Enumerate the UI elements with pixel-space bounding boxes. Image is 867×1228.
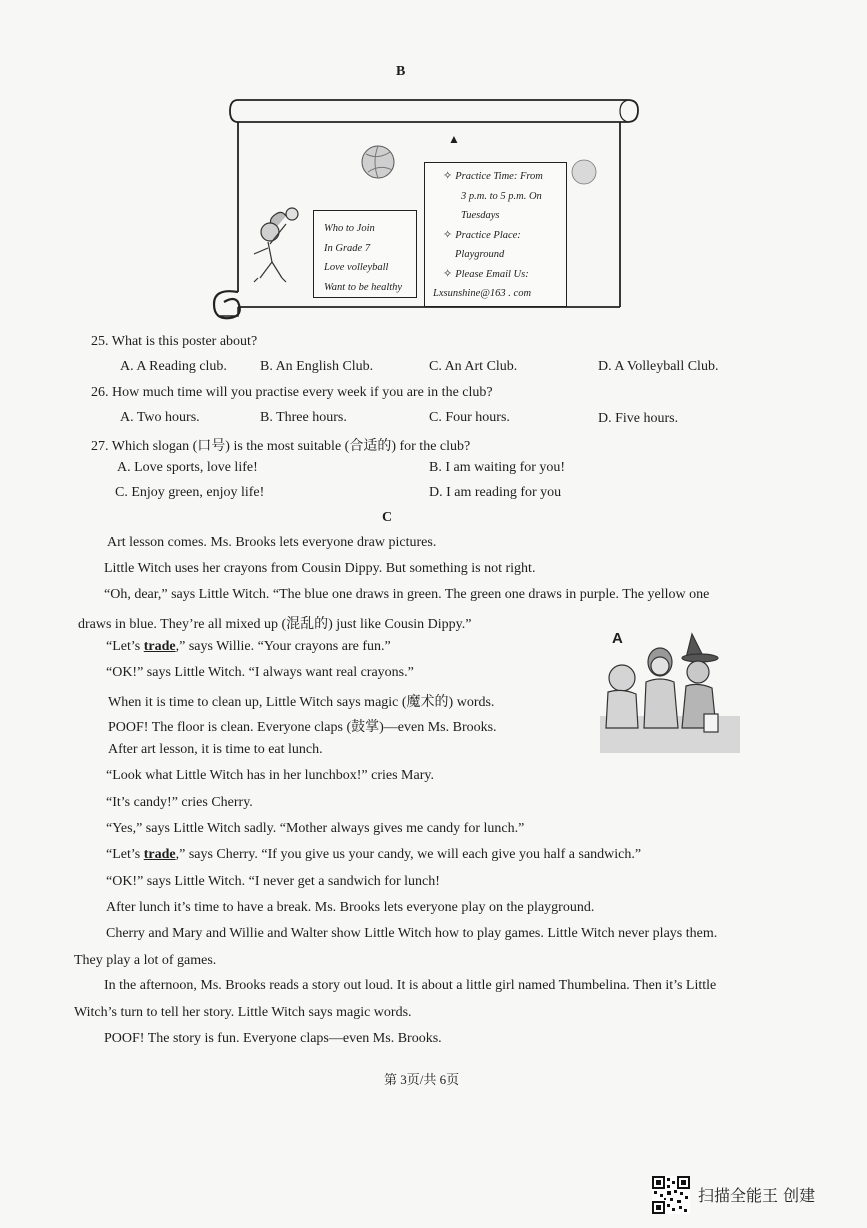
triangle-icon: ▲	[448, 132, 460, 146]
story-line: draws in blue. They’re all mixed up (混乱的) just like Cousin Dippy.”	[78, 617, 472, 632]
info-line: Tuesdays	[461, 210, 500, 221]
trade-word: trade	[143, 847, 176, 862]
option: B. An English Club.	[260, 359, 374, 374]
story-line: Cherry and Mary and Willie and Walter show Little Witch how to play games. Little Witch never plays them.	[106, 926, 718, 941]
option: B. Three hours.	[260, 410, 347, 425]
who-line: Want to be healthy	[324, 281, 403, 293]
who-to-join-box	[313, 210, 417, 298]
question-26: 26. How much time will you practise every week if you are in the club?	[91, 385, 493, 400]
volleyball-icon	[362, 146, 394, 178]
question-27: 27. Which slogan (口号) is the most suitable (合适的) for the club?	[91, 439, 471, 454]
story-line: Witch’s turn to tell her story. Little Witch says magic words.	[74, 1005, 412, 1020]
qr-code-icon	[652, 1176, 690, 1214]
option: C. Four hours.	[429, 410, 510, 425]
girl-player-illustration	[254, 208, 298, 282]
sparkle-bullet-icon: ✧	[443, 228, 453, 241]
section-c-heading: C	[382, 510, 393, 525]
story-line: “Let’s trade,” says Cherry. “If you give us your candy, we will each give you half a sandwich.”	[106, 847, 642, 862]
question-25: 25. What is this poster about?	[91, 334, 258, 349]
trade-word: trade	[143, 639, 176, 654]
info-line: ✧ Please Email Us:	[443, 267, 529, 280]
who-line: Love volleyball	[324, 262, 389, 273]
option: C. Enjoy green, enjoy life!	[115, 485, 265, 500]
section-b-heading: B	[396, 64, 406, 79]
story-line: POOF! The story is fun. Everyone claps—even Ms. Brooks.	[104, 1031, 442, 1046]
info-line: ✧ Practice Time: From	[443, 170, 543, 182]
option: D. I am reading for you	[429, 485, 562, 500]
story-line: “Oh, dear,” says Little Witch. “The blue one draws in green. The green one draws in purple. The yellow one	[104, 587, 710, 602]
sparkle-bullet-icon: ✧	[443, 267, 453, 280]
who-line: In Grade 7	[324, 242, 371, 254]
practice-info-box	[424, 162, 567, 307]
volleyball-poster	[210, 92, 640, 324]
story-line: After lunch it’s time to have a break. Ms. Brooks lets everyone play on the playground.	[106, 900, 595, 915]
info-line: ✧ Practice Place:	[443, 228, 521, 241]
who-line: Who to Join	[324, 223, 375, 234]
ball-sketch-icon	[572, 160, 596, 184]
story-line: Art lesson comes. Ms. Brooks lets everyone draw pictures.	[107, 535, 437, 550]
story-line: They play a lot of games.	[74, 953, 217, 968]
info-line: Playground	[455, 249, 505, 260]
page-number: 第 3页/共 6页	[384, 1072, 460, 1087]
story-line: “OK!” says Little Witch. “I always want real crayons.”	[106, 665, 414, 680]
children-illustration	[600, 628, 740, 753]
story-line: “Yes,” says Little Witch sadly. “Mother always gives me candy for lunch.”	[106, 821, 525, 836]
sparkle-bullet-icon: ✧	[443, 170, 453, 182]
story-line: Little Witch uses her crayons from Cousin Dippy. But something is not right.	[104, 561, 536, 576]
story-line: POOF! The floor is clean. Everyone claps (鼓掌)—even Ms. Brooks.	[108, 720, 497, 735]
info-line: Lxsunshine@163 . com	[433, 288, 532, 299]
option: A. A Reading club.	[120, 359, 227, 374]
story-line: “Let’s trade,” says Willie. “Your crayons are fun.”	[106, 639, 391, 654]
option: C. An Art Club.	[429, 359, 518, 374]
story-line: When it is time to clean up, Little Witch says magic (魔术的) words.	[108, 695, 495, 710]
illustration-letter: A	[612, 630, 623, 647]
option: B. I am waiting for you!	[429, 460, 566, 475]
option: D. Five hours.	[598, 411, 679, 426]
story-line: After art lesson, it is time to eat lunch.	[108, 742, 323, 757]
info-line: 3 p.m. to 5 p.m. On	[461, 190, 542, 202]
option: D. A Volleyball Club.	[598, 359, 719, 374]
story-line: “OK!” says Little Witch. “I never get a sandwich for lunch!	[106, 874, 440, 889]
story-line: “Look what Little Witch has in her lunchbox!” cries Mary.	[106, 768, 434, 783]
story-line: In the afternoon, Ms. Brooks reads a story out loud. It is about a little girl named Thumbelina. Then it’s Little	[104, 978, 717, 993]
option: A. Love sports, love life!	[117, 460, 258, 475]
option: A. Two hours.	[120, 410, 200, 425]
story-line: “It’s candy!” cries Cherry.	[106, 795, 253, 810]
scanner-watermark: 扫描全能王 创建	[698, 1186, 816, 1205]
